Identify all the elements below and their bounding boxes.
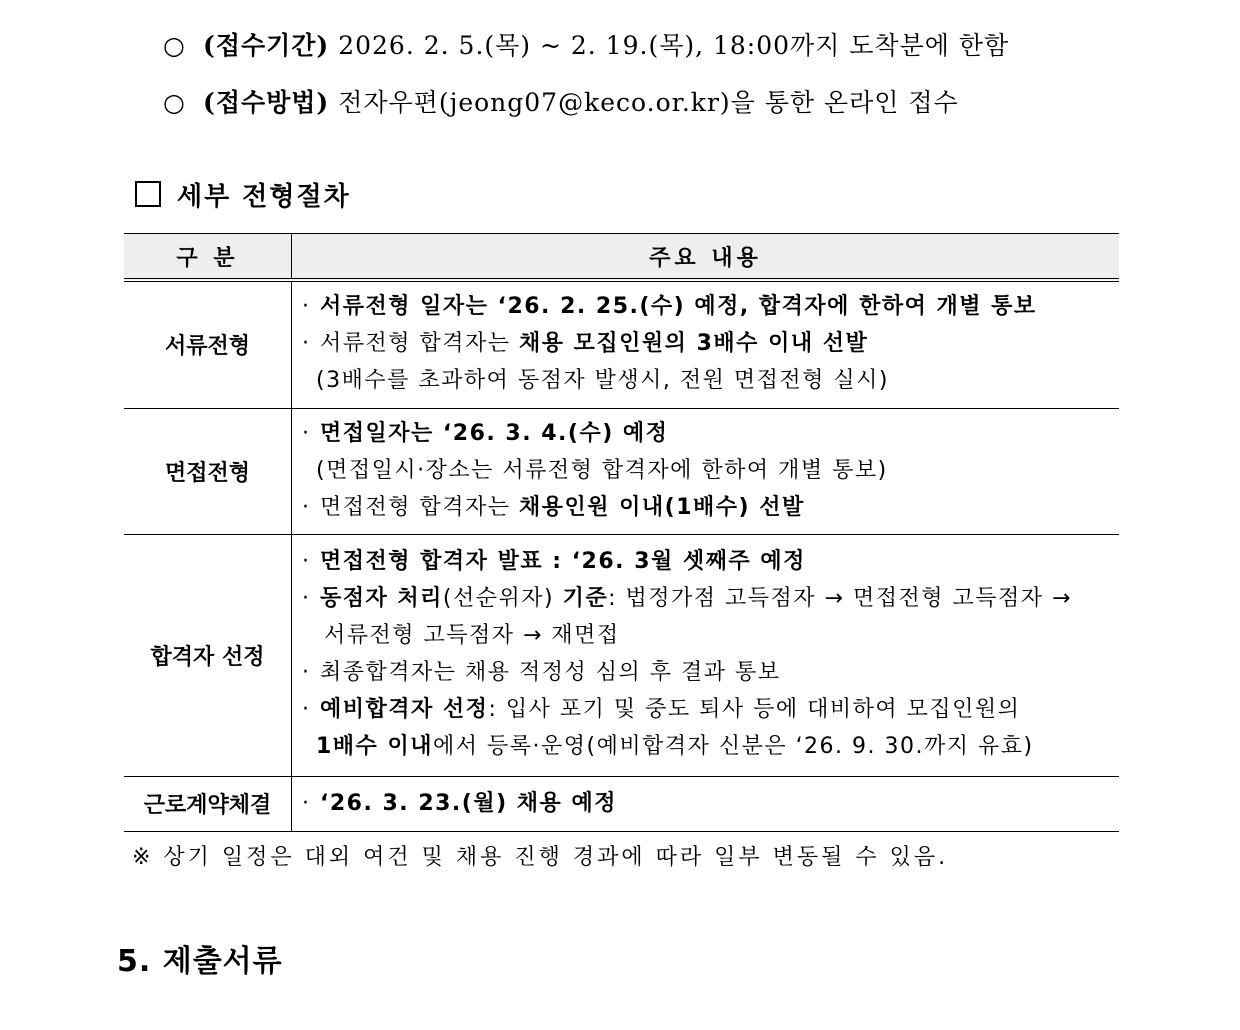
row-category: 합격자 선정 bbox=[124, 534, 292, 776]
section-heading bbox=[135, 176, 351, 213]
bullet-reception-period bbox=[163, 26, 1009, 62]
content-line: · 동점자 처리(선순위자) 기준: 법정가점 고득점자 → 면접전형 고득점자 → bbox=[302, 586, 1072, 611]
row-content bbox=[292, 280, 1120, 408]
content-line: · 면접전형 합격자는 채용인원 이내(1배수) 선발 bbox=[302, 494, 805, 520]
table-row bbox=[124, 776, 1119, 831]
bullet-text: 전자우편(jeong07@keco.or.kr)을 통한 온라인 접수 bbox=[338, 88, 959, 117]
content-line: 1배수 이내에서 등록·운영(예비합격자 신분은 ‘26. 9. 30.까지 유효) bbox=[316, 734, 1034, 759]
row-category: 서류전형 bbox=[124, 280, 292, 408]
content-line: · 최종합격자는 채용 적정성 심의 후 결과 통보 bbox=[302, 660, 781, 685]
header-content: 주요 내용 bbox=[292, 234, 1120, 281]
row-content bbox=[292, 776, 1120, 831]
chapter-title: 5. 제출서류 bbox=[117, 944, 283, 979]
content-line: · 면접전형 합격자 발표 : ‘26. 3월 셋째주 예정 bbox=[302, 549, 806, 574]
table-row bbox=[124, 280, 1119, 408]
header-category: 구 분 bbox=[124, 234, 292, 281]
bullet-reception-method bbox=[163, 83, 959, 119]
content-line: (면접일시·장소는 서류전형 합격자에 한하여 개별 통보) bbox=[316, 457, 888, 483]
content-line: · 서류전형 합격자는 채용 모집인원의 3배수 이내 선발 bbox=[302, 331, 869, 357]
row-category: 근로계약체결 bbox=[124, 776, 292, 831]
procedure-table bbox=[124, 233, 1119, 832]
bullet-text: 2026. 2. 5.(목) ~ 2. 19.(목), 18:00까지 도착분에 한함 bbox=[338, 31, 1010, 60]
footnote: ※ 상기 일정은 대외 여건 및 채용 진행 경과에 따라 일부 변동될 수 있음. bbox=[132, 845, 949, 870]
circle-bullet-icon: ○ bbox=[163, 31, 186, 60]
row-content bbox=[292, 408, 1120, 534]
table-row bbox=[124, 534, 1119, 776]
table-row bbox=[124, 408, 1119, 534]
square-bullet-icon bbox=[135, 181, 161, 207]
row-content bbox=[292, 534, 1120, 776]
content-line: · 서류전형 일자는 ‘26. 2. 25.(수) 예정, 합격자에 한하여 개별 통보 bbox=[302, 294, 1037, 320]
content-line: · 예비합격자 선정: 입사 포기 및 중도 퇴사 등에 대비하여 모집인원의 bbox=[302, 697, 1021, 722]
section-title: 세부 전형절차 bbox=[177, 182, 351, 212]
bullet-label: (접수기간) bbox=[203, 31, 330, 60]
bullet-label: (접수방법) bbox=[203, 88, 330, 117]
table-header-row bbox=[124, 234, 1119, 281]
content-line: (3배수를 초과하여 동점자 발생시, 전원 면접전형 실시) bbox=[316, 368, 889, 394]
circle-bullet-icon: ○ bbox=[163, 88, 186, 117]
content-line: · ‘26. 3. 23.(월) 채용 예정 bbox=[302, 791, 617, 816]
content-line: · 면접일자는 ‘26. 3. 4.(수) 예정 bbox=[302, 420, 669, 446]
content-line: 서류전형 고득점자 → 재면접 bbox=[324, 623, 620, 648]
row-category: 면접전형 bbox=[124, 408, 292, 534]
